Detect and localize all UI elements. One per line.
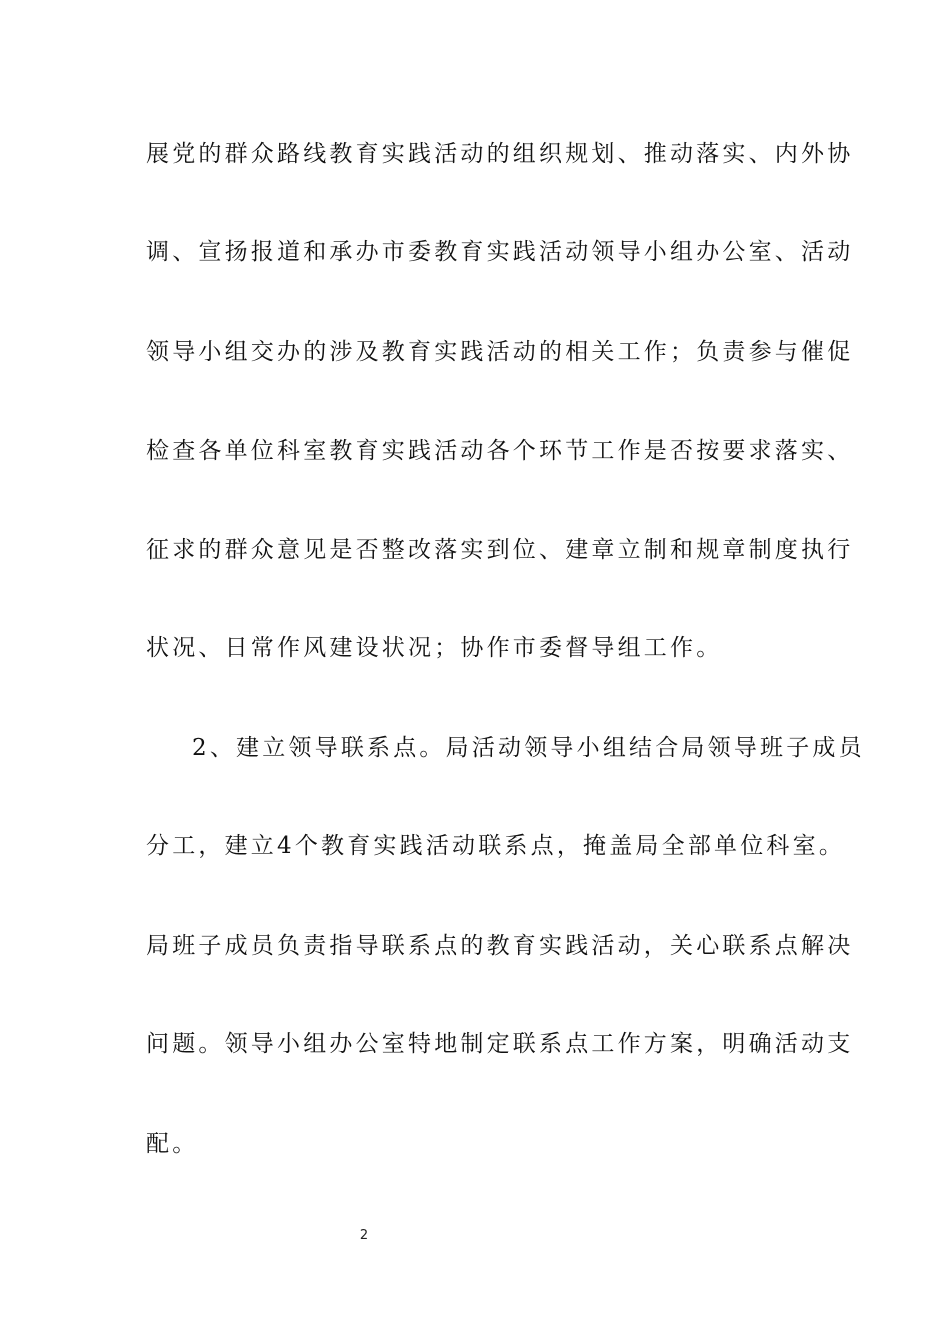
paragraph-1-line-5: 征求的群众意见是否整改落实到位、建章立制和规章制度执行 — [146, 537, 854, 563]
paragraph-1-line-3: 领导小组交办的涉及教育实践活动的相关工作；负责参与催促 — [146, 339, 854, 365]
paragraph-2-line-5: 配。 — [146, 1131, 199, 1157]
paragraph-2-line-3: 局班子成员负责指导联系点的教育实践活动，关心联系点解决 — [146, 933, 854, 959]
paragraph-2-line-1: 2、建立领导联系点。局活动领导小组结合局领导班子成员 — [192, 735, 865, 761]
paragraph-1-line-1: 展党的群众路线教育实践活动的组织规划、推动落实、内外协 — [146, 141, 854, 167]
paragraph-1-line-6: 状况、日常作风建设状况；协作市委督导组工作。 — [146, 635, 723, 661]
paragraph-1-line-4: 检查各单位科室教育实践活动各个环节工作是否按要求落实、 — [146, 438, 854, 464]
paragraph-1-line-2: 调、宣扬报道和承办市委教育实践活动领导小组办公室、活动 — [146, 239, 854, 265]
paragraph-2-line-4: 问题。领导小组办公室特地制定联系点工作方案，明确活动支 — [146, 1031, 854, 1057]
paragraph-2-line-2: 分工，建立4个教育实践活动联系点，掩盖局全部单位科室。 — [146, 833, 846, 859]
page-number: 2 — [359, 1228, 369, 1243]
